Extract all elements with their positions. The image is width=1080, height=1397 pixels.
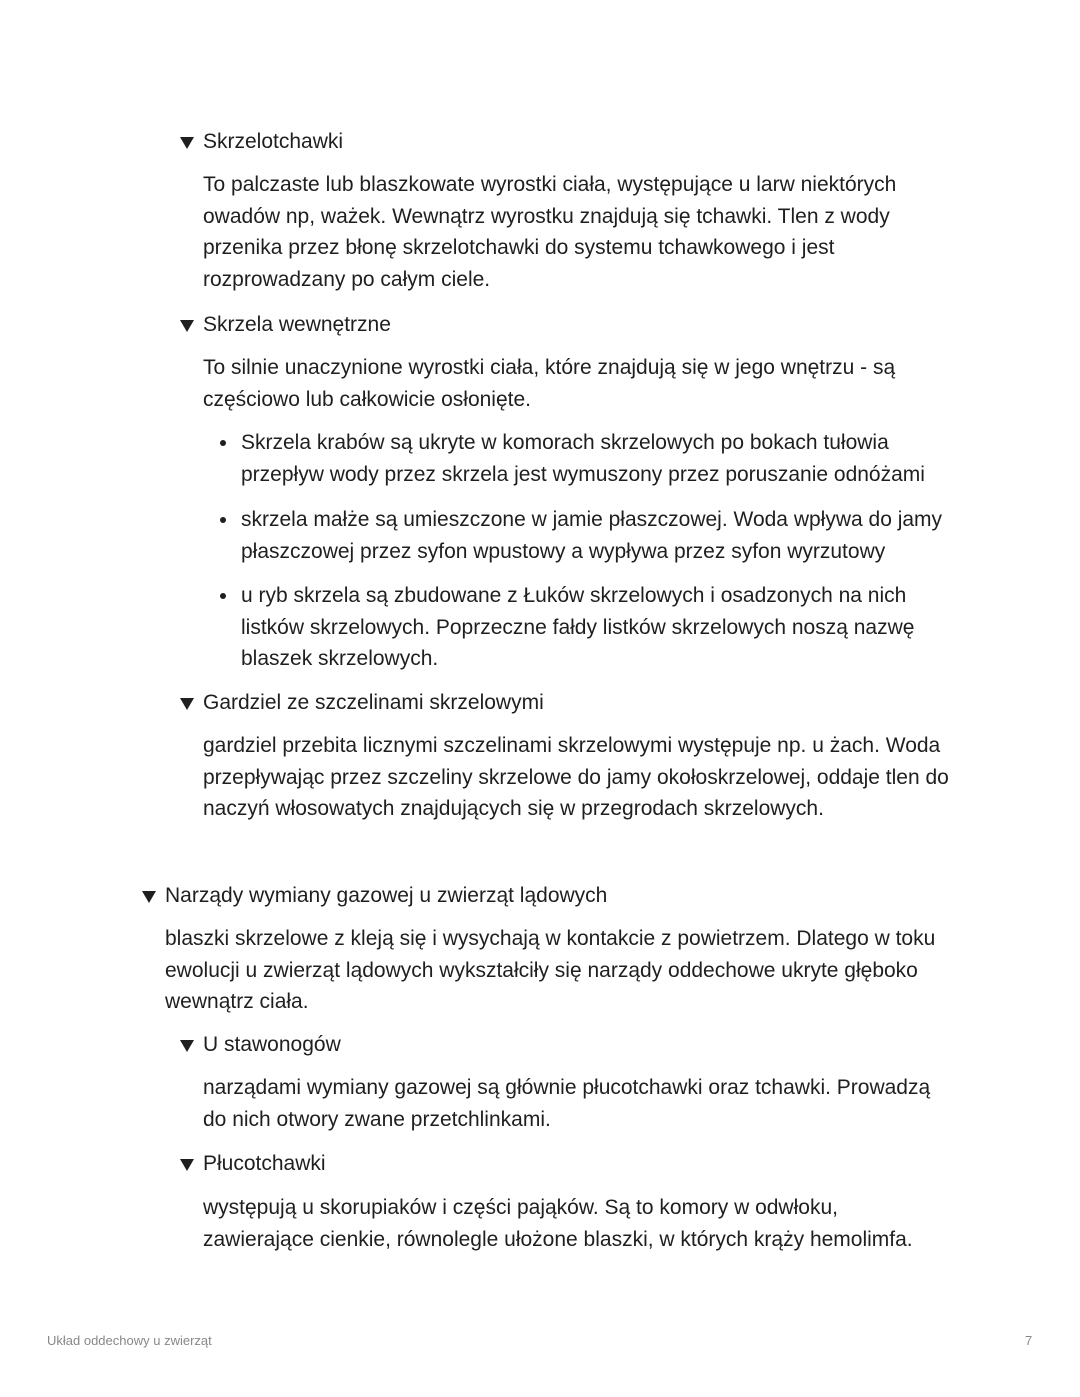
toggle-plucotchawki[interactable] bbox=[180, 1150, 326, 1178]
triangle-down-icon bbox=[180, 1040, 194, 1052]
paragraph-gardziel: gardziel przebita licznymi szczelinami skrzelowymi występuje np. u żach. Woda przepływając przez szczeliny skrzelowe do jamy okołoskrzelowej, oddaje tlen do naczyń włosowatych znajdujących się w przegrodach skrzelowych. bbox=[203, 734, 949, 821]
toggle-heading: Skrzela wewnętrzne bbox=[203, 313, 391, 336]
toggle-narzady-ladowe[interactable] bbox=[142, 882, 607, 910]
toggle-heading: Płucotchawki bbox=[203, 1152, 326, 1175]
list-item-text: skrzela małże są umieszczone w jamie płaszczowej. Woda wpływa do jamy płaszczowej przez syfon wpustowy a wypływa przez syfon wyrzutowy bbox=[241, 508, 943, 563]
toggle-stawonogi[interactable] bbox=[180, 1031, 341, 1059]
toggle-heading: Skrzelotchawki bbox=[203, 130, 344, 153]
list-item-text: u ryb skrzela są zbudowane z Łuków skrzelowych i osadzonych na nich listków skrzelowych. Poprzeczne fałdy listków skrzelowych noszą nazwę blaszek skrzelowych. bbox=[241, 584, 915, 671]
list-item bbox=[241, 504, 961, 567]
triangle-down-icon bbox=[142, 891, 156, 903]
paragraph-skrzela-wewnetrzne: To silnie unaczynione wyrostki ciała, które znajdują się w jego wnętrzu - są częściowo lub całkowicie osłonięte. bbox=[203, 356, 896, 411]
triangle-down-icon bbox=[180, 320, 194, 332]
toggle-skrzelotchawki[interactable] bbox=[180, 128, 343, 156]
toggle-heading: Gardziel ze szczelinami skrzelowymi bbox=[203, 691, 544, 714]
toggle-gardziel[interactable] bbox=[180, 689, 544, 717]
paragraph-skrzelotchawki: To palczaste lub blaszkowate wyrostki ciała, występujące u larw niektórych owadów np, ważek. Wewnątrz wyrostku znajdują się tchawki. Tlen z wody przenika przez błonę skrzelotchawki do systemu tchawkowego i jest rozprowadzany po całym ciele. bbox=[203, 173, 897, 292]
toggle-heading: Narządy wymiany gazowej u zwierząt lądowych bbox=[165, 884, 608, 907]
paragraph-narzady-ladowe: blaszki skrzelowe z kleją się i wysychają w kontakcie z powietrzem. Dlatego w toku ewolucji u zwierząt lądowych wykształciły się narządy oddechowe ukryte głęboko wewnątrz ciała. bbox=[165, 927, 936, 1014]
paragraph-stawonogi: narządami wymiany gazowej są głównie płucotchawki oraz tchawki. Prowadzą do nich otwory zwane przetchlinkami. bbox=[203, 1076, 931, 1131]
bullet-icon bbox=[220, 593, 226, 599]
list-item bbox=[241, 427, 961, 490]
toggle-heading: U stawonogów bbox=[203, 1033, 341, 1056]
page-number: 7 bbox=[1025, 1333, 1033, 1348]
list-item bbox=[241, 580, 961, 675]
triangle-down-icon bbox=[180, 1159, 194, 1171]
triangle-down-icon bbox=[180, 137, 194, 149]
bullet-icon bbox=[220, 517, 226, 523]
toggle-skrzela-wewnetrzne[interactable] bbox=[180, 311, 391, 339]
bullet-icon bbox=[220, 440, 226, 446]
footer-title: Układ oddechowy u zwierząt bbox=[47, 1333, 212, 1348]
list-item-text: Skrzela krabów są ukryte w komorach skrzelowych po bokach tułowia przepływ wody przez skrzela jest wymuszony przez poruszanie odnóżami bbox=[241, 431, 925, 486]
triangle-down-icon bbox=[180, 698, 194, 710]
paragraph-plucotchawki: występują u skorupiaków i części pająków. Są to komory w odwłoku, zawierające cienkie, równolegle ułożone blaszki, w których krąży hemolimfa. bbox=[203, 1196, 913, 1251]
